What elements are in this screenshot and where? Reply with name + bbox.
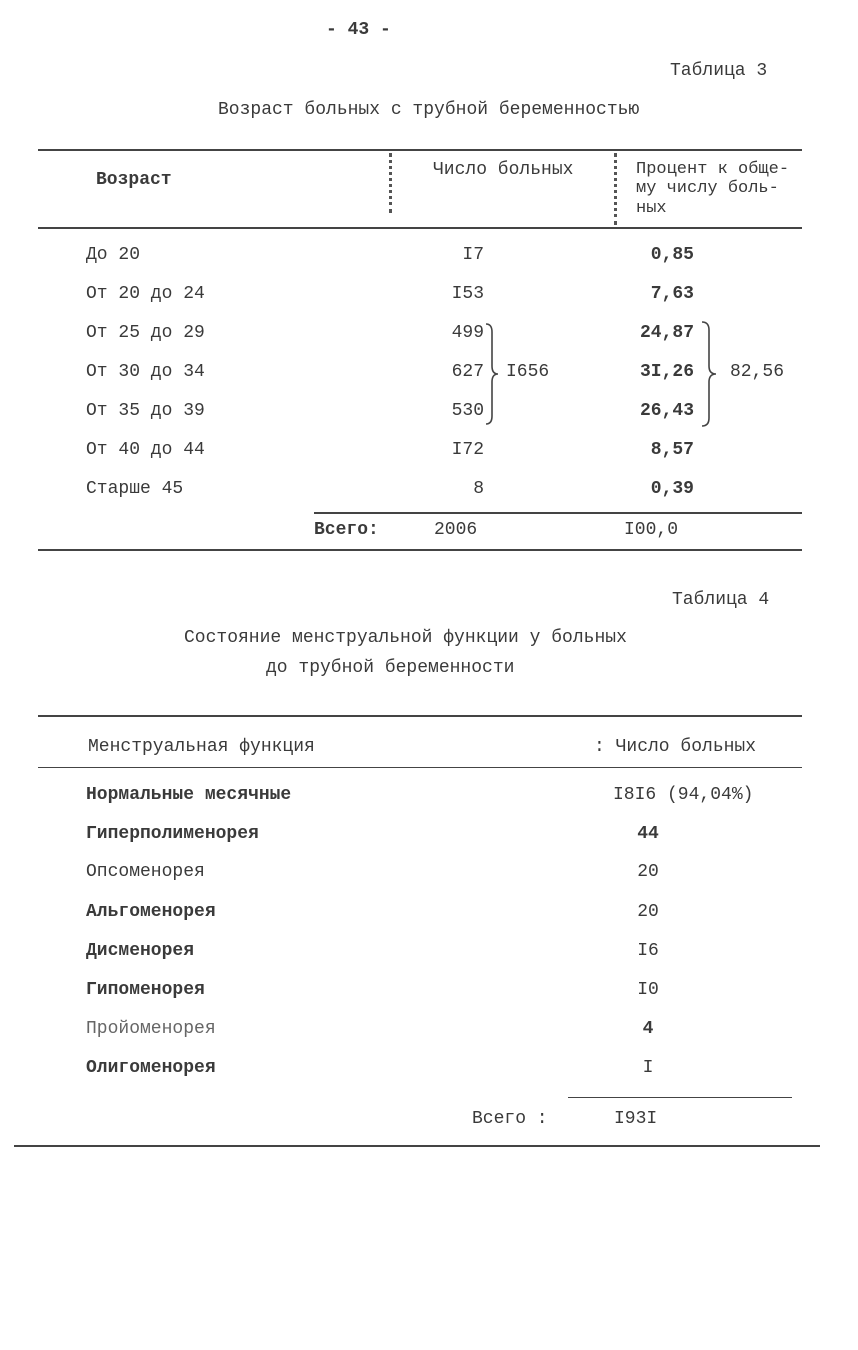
table3-row-age: От 25 до 29 [86, 323, 205, 343]
page-number: - 43 - [326, 20, 391, 40]
table3-row-count: I72 [451, 440, 484, 460]
percent-group-brace [700, 320, 720, 428]
table4-row-count: 44 [637, 824, 659, 844]
table4-row-name: Нормальные месячные [86, 785, 292, 805]
table4-total-count: I93I [614, 1109, 658, 1129]
table3-group-percent-total: 82,56 [730, 362, 785, 382]
table3-total-percent: I00,0 [624, 520, 679, 540]
table4-total-label: Всего : [472, 1109, 548, 1129]
table3-row-percent: 24,87 [639, 323, 694, 343]
table4-row-name: Опсоменорея [86, 862, 205, 882]
table3-row-percent: 3I,26 [639, 362, 694, 382]
table3-top-rule [38, 149, 802, 151]
table3-row-percent: 7,63 [650, 284, 694, 304]
table3-total-rule [314, 512, 802, 514]
table3-bottom-rule [38, 549, 802, 551]
table4-header-rule [38, 767, 802, 768]
table3-row-percent: 8,57 [650, 440, 694, 460]
table4-header-count: : Число больных [594, 737, 757, 757]
table4-title-line2: до трубной беременности [266, 658, 515, 678]
table3-row-age: От 35 до 39 [86, 401, 205, 421]
table3-row-count: 8 [473, 479, 484, 499]
table4-row-count: I6 [637, 941, 659, 961]
table4-row-count: 20 [637, 862, 659, 882]
table4-title-line1: Состояние менструальной функции у больных [184, 628, 627, 648]
table4-row-count: I [642, 1058, 654, 1078]
table3-row-age: От 30 до 34 [86, 362, 205, 382]
table4-row-name: Олигоменорея [86, 1058, 216, 1078]
table3-header-percent-line3: ных [636, 199, 667, 218]
table3-row-count: I7 [462, 245, 484, 265]
table3-row-count: 530 [451, 401, 484, 421]
table3-header-age: Возраст [96, 170, 172, 190]
table3-row-age: От 40 до 44 [86, 440, 205, 460]
table3-row-age: До 20 [86, 245, 141, 265]
table4-label [672, 590, 769, 610]
table3-col-divider-1 [389, 153, 392, 213]
table3-row-percent: 26,43 [639, 401, 694, 421]
table4-row-name: Гиперполименорея [86, 824, 259, 844]
table4-total-rule [568, 1097, 792, 1098]
table3-row-count: 627 [451, 362, 484, 382]
table4-row-count: 20 [637, 902, 659, 922]
table3-row-age: От 20 до 24 [86, 284, 205, 304]
table3-header-percent-line1: Процент к обще- [636, 160, 790, 179]
table3-title: Возраст больных с трубной беременностью [218, 100, 640, 120]
table3-col-divider-2 [614, 153, 617, 225]
table3-row-percent: 0,85 [650, 245, 694, 265]
table4-bottom-rule [14, 1145, 820, 1147]
table4-row-count: I8I6 (94,04%) [613, 785, 754, 805]
table4-row-name: Гипоменорея [86, 980, 205, 1000]
table4-row-name: Альгоменорея [86, 902, 216, 922]
table3-row-count: I53 [451, 284, 484, 304]
table3-label: Таблица 3 [670, 61, 768, 81]
table4-row-count: I0 [637, 980, 659, 1000]
table4-label-text: Таблица 4 [672, 590, 770, 610]
table3-header-rule [38, 227, 802, 229]
table4-row-name: Пройоменорея [86, 1019, 216, 1039]
table3-header-percent-line2: му числу боль- [636, 179, 779, 198]
table3-row-count: 499 [451, 323, 484, 343]
table4-row-count: 4 [642, 1019, 654, 1039]
table4-header-function: Менструальная функция [88, 737, 315, 757]
table3-total-count: 2006 [434, 520, 478, 540]
table3-total-label: Всего: [314, 520, 379, 540]
table3-row-age: Старше 45 [86, 479, 184, 499]
table4-row-name: Дисменорея [86, 941, 195, 961]
table3-header-count: Число больных [433, 160, 574, 180]
table3-row-percent: 0,39 [650, 479, 694, 499]
table3-group-count-total: I656 [506, 362, 550, 382]
table4-top-rule [38, 715, 802, 717]
count-group-brace [484, 322, 504, 426]
